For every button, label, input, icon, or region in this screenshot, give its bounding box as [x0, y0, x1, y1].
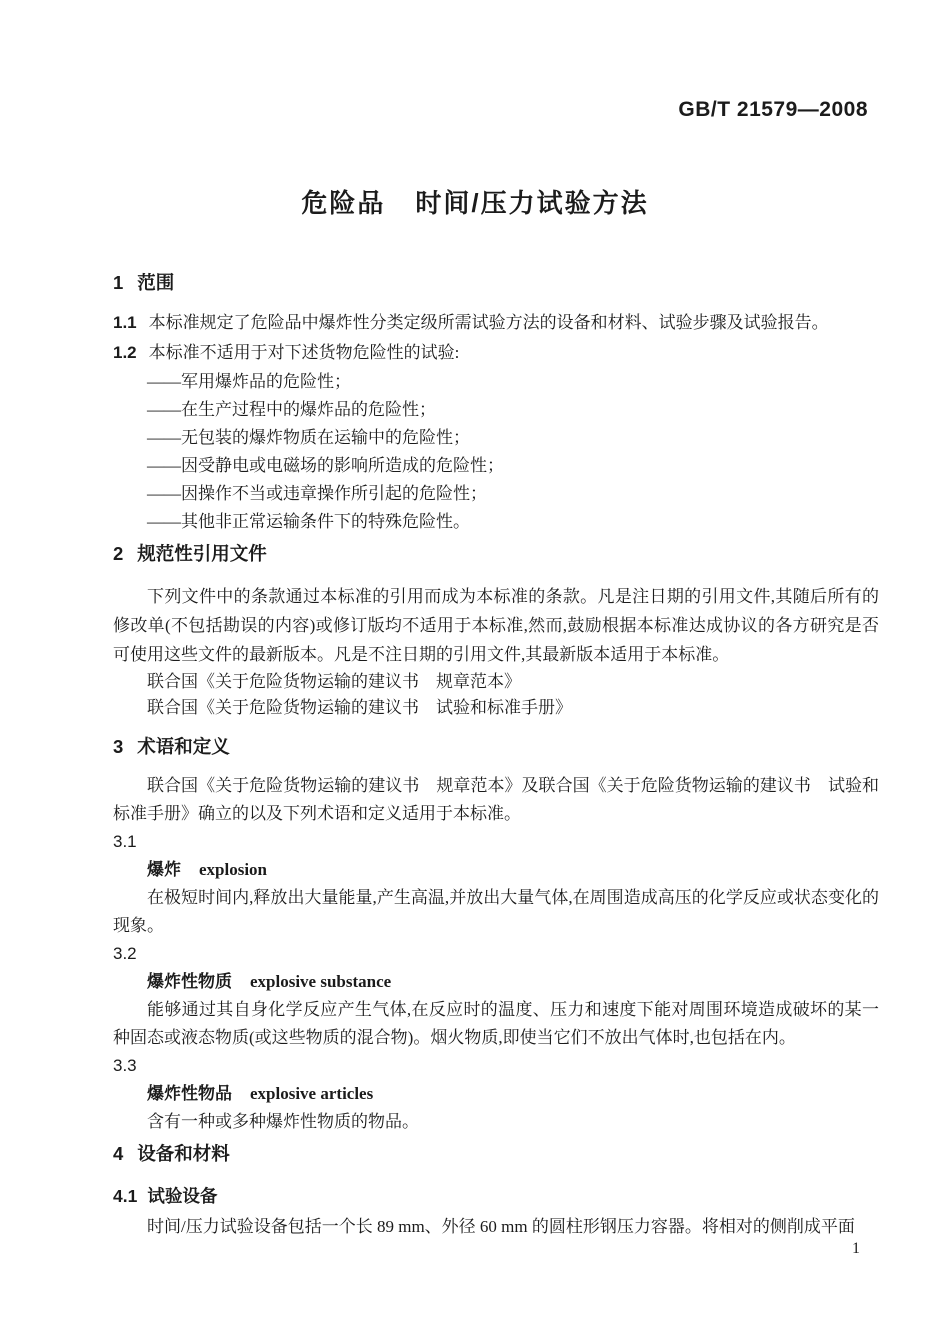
page-number: 1	[852, 1240, 860, 1257]
clause-1-1-text: 本标准规定了危险品中爆炸性分类定级所需试验方法的设备和材料、试验步骤及试验报告。	[148, 313, 829, 332]
section-3-paragraph: 联合国《关于危险货物运输的建议书 规章范本》及联合国《关于危险货物运输的建议书 试验和标准手册》确立的以及下列术语和定义适用于本标准。	[113, 776, 879, 823]
document-title	[0, 183, 950, 220]
clause-1-2	[113, 338, 879, 368]
dash-item: ——因操作不当或违章操作所引起的危险性；	[147, 484, 487, 503]
term-3-number: 3.3	[113, 1056, 137, 1075]
term-1-name	[113, 856, 879, 884]
section-2-title: 规范性引用文件	[137, 543, 267, 564]
section-4-heading	[113, 1143, 879, 1165]
clause-1-1	[113, 308, 879, 338]
dash-item: ——其他非正常运输条件下的特殊危险性。	[147, 512, 470, 531]
standard-code: GB/T 21579—2008	[678, 98, 868, 121]
reference-item: 联合国《关于危险货物运输的建议书 规章范本》	[147, 672, 521, 691]
term-1-name-en: explosion	[199, 860, 268, 879]
term-1-name-zh: 爆炸	[147, 860, 181, 879]
section-4-1-number: 4.1	[113, 1186, 138, 1206]
term-3-name-zh: 爆炸性物品	[147, 1084, 232, 1103]
section-3-title: 术语和定义	[137, 736, 230, 757]
document-body	[113, 268, 879, 1242]
section-2-number: 2	[113, 543, 124, 564]
section-2-paragraph: 下列文件中的条款通过本标准的引用而成为本标准的条款。凡是注日期的引用文件,其随后所有的修改单(不包括勘误的内容)或修订版均不适用于本标准,然而,鼓励根据本标准达成协议的各方研究是否可使用这些文件的最新版本。凡是不注日期的引用文件,其最新版本适用于本标准。	[113, 587, 879, 664]
term-2-definition: 能够通过其自身化学反应产生气体,在反应时的温度、压力和速度下能对周围环境造成破坏的某一种固态或液态物质(或这些物质的混合物)。烟火物质,即使当它们不放出气体时,也包括在内。	[113, 1000, 879, 1047]
section-4-title: 设备和材料	[137, 1143, 230, 1164]
term-2-name-en: explosive substance	[250, 972, 392, 991]
section-1-title: 范围	[137, 272, 175, 293]
dash-item: ——因受静电或电磁场的影响所造成的危险性；	[147, 456, 504, 475]
term-2-name	[113, 968, 879, 996]
section-3-heading	[113, 736, 879, 758]
section-4-1-paragraph: 时间/压力试验设备包括一个长 89 mm、外径 60 mm 的圆柱形钢压力容器。将相对的侧削成平面	[147, 1217, 855, 1236]
section-4-1-heading	[113, 1185, 879, 1207]
section-3-number: 3	[113, 736, 124, 757]
term-3-definition: 含有一种或多种爆炸性物质的物品。	[147, 1112, 419, 1131]
document-title-subject: 危险品	[301, 188, 386, 218]
dash-item: ——无包装的爆炸物质在运输中的危险性；	[147, 428, 470, 447]
term-3-name-en: explosive articles	[250, 1084, 374, 1103]
section-2-heading	[113, 543, 879, 565]
term-2-number: 3.2	[113, 944, 137, 963]
term-2-name-zh: 爆炸性物质	[147, 972, 232, 991]
term-1-definition: 在极短时间内,释放出大量能量,产生高温,并放出大量气体,在周围造成高压的化学反应或状态变化的现象。	[113, 888, 879, 935]
clause-1-2-text: 本标准不适用于对下述货物危险性的试验:	[148, 343, 460, 362]
section-4-1-title: 试验设备	[147, 1186, 218, 1206]
term-3-name	[113, 1080, 879, 1108]
term-1-number: 3.1	[113, 832, 137, 851]
clause-1-2-number: 1.2	[113, 343, 137, 362]
dash-item: ——军用爆炸品的危险性；	[147, 372, 351, 391]
document-title-method: 时间/压力试验方法	[415, 188, 649, 218]
section-1-heading	[113, 272, 879, 294]
section-4-number: 4	[113, 1143, 124, 1164]
clause-1-1-number: 1.1	[113, 313, 137, 332]
reference-item: 联合国《关于危险货物运输的建议书 试验和标准手册》	[147, 698, 572, 717]
section-1-number: 1	[113, 272, 124, 293]
dash-item: ——在生产过程中的爆炸品的危险性；	[147, 400, 436, 419]
